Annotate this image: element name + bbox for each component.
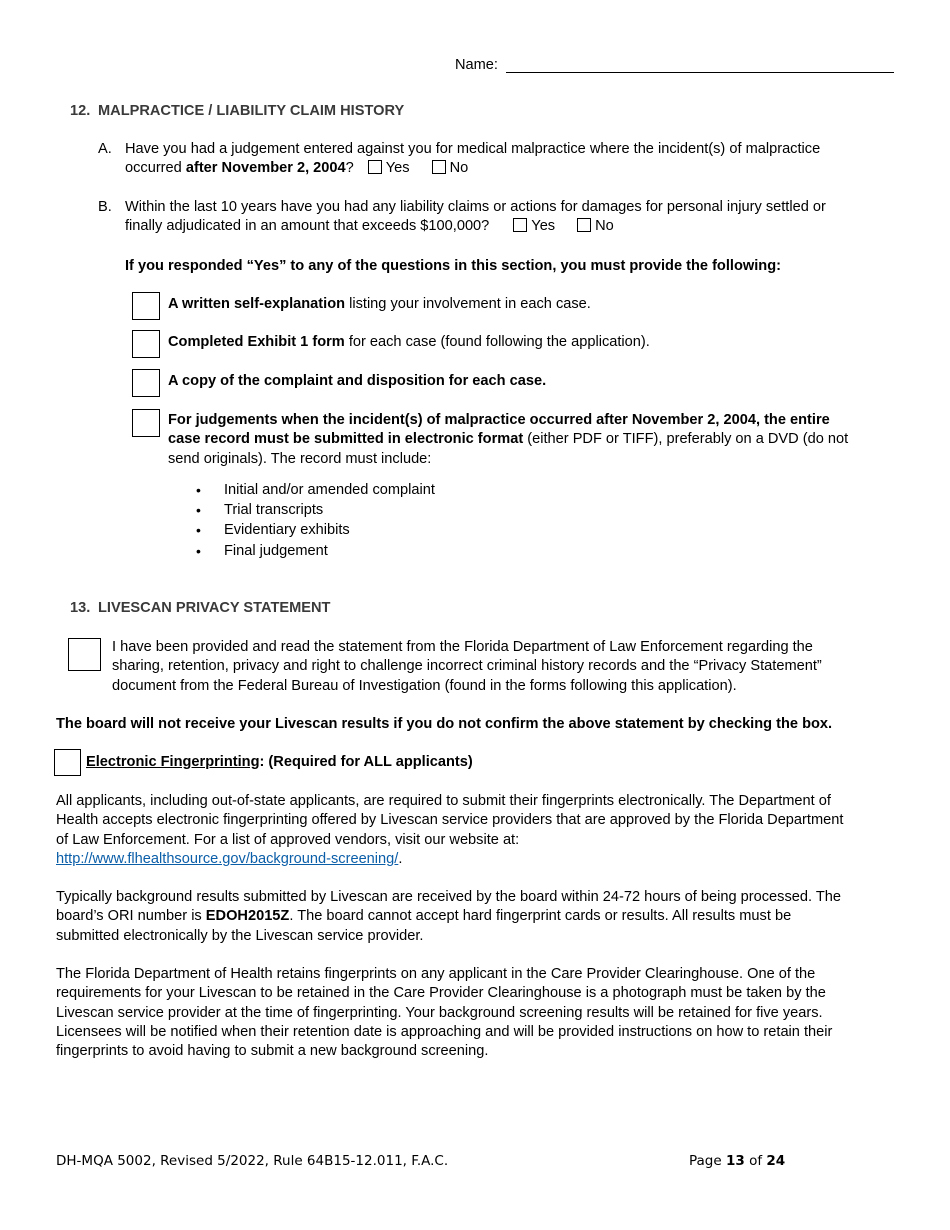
- bullet-dot: •: [196, 522, 201, 538]
- link-period: .: [398, 850, 403, 867]
- question-b-no-label: No: [595, 218, 614, 235]
- paragraph-line: Health accepts electronic fingerprinting offered by Livescan service providers that are approved by the Florida Department: [56, 812, 844, 829]
- paragraph-clearinghouse: [56, 965, 832, 1061]
- question-b-yes-label: Yes: [531, 218, 556, 235]
- paragraph-livescan-vendors: [56, 792, 843, 869]
- bullet-item: Trial transcripts: [224, 502, 324, 518]
- bullet-item: Initial and/or amended complaint: [224, 482, 435, 498]
- item-1-text: [168, 295, 591, 314]
- privacy-statement-line: document from the Federal Bureau of Investigation (found in the forms following this application).: [112, 677, 737, 694]
- paragraph-line: Typically background results submitted by Livescan are received by the board within 24-72 hours of being processed. The: [56, 889, 841, 905]
- item-4-checkbox[interactable]: [132, 409, 160, 437]
- item-2-rest: for each case (found following the application).: [344, 334, 650, 350]
- question-a-line2: [125, 159, 820, 178]
- paragraph-ori-number: [56, 888, 841, 946]
- paragraph-line: Livescan service provider at the time of fingerprinting. Your background screening results will be retained for five years.: [56, 1004, 823, 1021]
- item-4-line2-bold: case record must be submitted in electronic format: [168, 431, 524, 448]
- privacy-statement-text: [112, 638, 822, 696]
- question-b-letter: B.: [98, 199, 112, 215]
- paragraph-line: [56, 907, 841, 926]
- privacy-statement-line: I have been provided and read the statement from the Florida Department of Law Enforcement regarding the: [112, 639, 813, 655]
- electronic-fingerprinting-label: Electronic Fingerprinting: [86, 754, 260, 770]
- ori-pre: board’s ORI number is: [56, 908, 206, 925]
- name-label: Name:: [455, 57, 498, 73]
- item-4-line2-rest: (either PDF or TIFF), preferably on a DVD (do not: [523, 431, 849, 448]
- section-13-number: 13.: [70, 600, 91, 616]
- question-a-line1: Have you had a judgement entered against you for medical malpractice where the incident(s) of malpractice: [125, 141, 821, 157]
- item-2-bold: Completed Exhibit 1 form: [168, 334, 345, 350]
- question-b-text: [125, 198, 826, 237]
- section-12-instruction: If you responded “Yes” to any of the questions in this section, you must provide the following:: [125, 258, 781, 274]
- electronic-fingerprinting-required: : (Required for ALL applicants): [259, 754, 473, 770]
- question-b-yes-checkbox[interactable]: [513, 218, 527, 232]
- paragraph-link-line: [56, 850, 843, 869]
- paragraph-line: submitted electronically by the Livescan service provider.: [56, 927, 424, 944]
- bullet-dot: •: [196, 502, 201, 518]
- item-3-bold: A copy of the complaint and disposition for each case.: [168, 373, 547, 389]
- paragraph-line: of Law Enforcement. For a list of approved vendors, visit our website at:: [56, 831, 520, 848]
- board-notice: The board will not receive your Livescan results if you do not confirm the above statement by checking the box.: [56, 716, 833, 732]
- ori-post: . The board cannot accept hard fingerprint cards or results. All results must be: [289, 908, 792, 925]
- name-input-line[interactable]: [506, 72, 894, 73]
- item-1-checkbox[interactable]: [132, 292, 160, 320]
- privacy-statement-checkbox[interactable]: [68, 638, 101, 671]
- bullet-item: Evidentiary exhibits: [224, 522, 350, 538]
- question-a-no-checkbox[interactable]: [432, 160, 446, 174]
- bullet-dot: •: [196, 482, 201, 498]
- question-a-pre: occurred: [125, 160, 186, 177]
- page-word: Page: [689, 1153, 726, 1169]
- page-total: 24: [766, 1153, 786, 1169]
- privacy-statement-line: sharing, retention, privacy and right to challenge incorrect criminal history records and the “Privacy Statement”: [112, 658, 822, 675]
- item-2-text: [168, 333, 650, 352]
- section-13-title: LIVESCAN PRIVACY STATEMENT: [98, 600, 331, 616]
- paragraph-line: fingerprints to avoid having to submit a new background screening.: [56, 1043, 489, 1060]
- question-a-post: ?: [345, 160, 354, 177]
- item-1-bold: A written self-explanation: [168, 296, 346, 312]
- ori-number: EDOH2015Z: [205, 908, 290, 925]
- item-3-checkbox[interactable]: [132, 369, 160, 397]
- question-a-no-label: No: [449, 160, 469, 177]
- paragraph-line: All applicants, including out-of-state applicants, are required to submit their fingerprints electronically. The Department of: [56, 793, 831, 809]
- item-3-text: [168, 372, 546, 391]
- paragraph-line: Licensees will be notified when their retention date is approaching and will be provided instructions on how to retain their: [56, 1023, 833, 1040]
- paragraph-line: The Florida Department of Health retains fingerprints on any applicant in the Care Provider Clearinghouse. One of the: [56, 966, 816, 982]
- bullet-dot: •: [196, 543, 201, 559]
- footer-page-number: [689, 1153, 785, 1169]
- section-12-number: 12.: [70, 103, 91, 119]
- paragraph-line: requirements for your Livescan to be retained in the Care Provider Clearinghouse is a photograph must be taken by the: [56, 985, 826, 1002]
- item-1-rest: listing your involvement in each case.: [345, 296, 591, 312]
- background-screening-link[interactable]: http://www.flhealthsource.gov/background-screening/: [56, 850, 399, 867]
- section-12-title: MALPRACTICE / LIABILITY CLAIM HISTORY: [98, 103, 405, 119]
- electronic-fingerprinting-heading: [86, 753, 473, 772]
- item-4-line3: send originals). The record must include:: [168, 450, 432, 467]
- item-2-checkbox[interactable]: [132, 330, 160, 358]
- question-a-date: after November 2, 2004: [185, 160, 346, 177]
- item-4-line1: For judgements when the incident(s) of malpractice occurred after November 2, 2004, the entire: [168, 412, 830, 428]
- item-4-text: [168, 411, 848, 469]
- question-b-line2-text: finally adjudicated in an amount that exceeds $100,000?: [125, 218, 490, 235]
- bullet-item: Final judgement: [224, 543, 328, 559]
- footer-form-id: DH-MQA 5002, Revised 5/2022, Rule 64B15-12.011, F.A.C.: [56, 1153, 449, 1169]
- question-a-yes-checkbox[interactable]: [368, 160, 382, 174]
- page-current: 13: [725, 1153, 745, 1169]
- question-a-text: [125, 140, 820, 179]
- question-a-letter: A.: [98, 141, 112, 157]
- question-a-yes-label: Yes: [385, 160, 410, 177]
- page-of: of: [744, 1153, 767, 1169]
- question-b-line1: Within the last 10 years have you had any liability claims or actions for damages for personal injury settled or: [125, 199, 826, 215]
- question-b-line2: [125, 217, 826, 236]
- electronic-fingerprinting-checkbox[interactable]: [54, 749, 81, 776]
- question-b-no-checkbox[interactable]: [577, 218, 591, 232]
